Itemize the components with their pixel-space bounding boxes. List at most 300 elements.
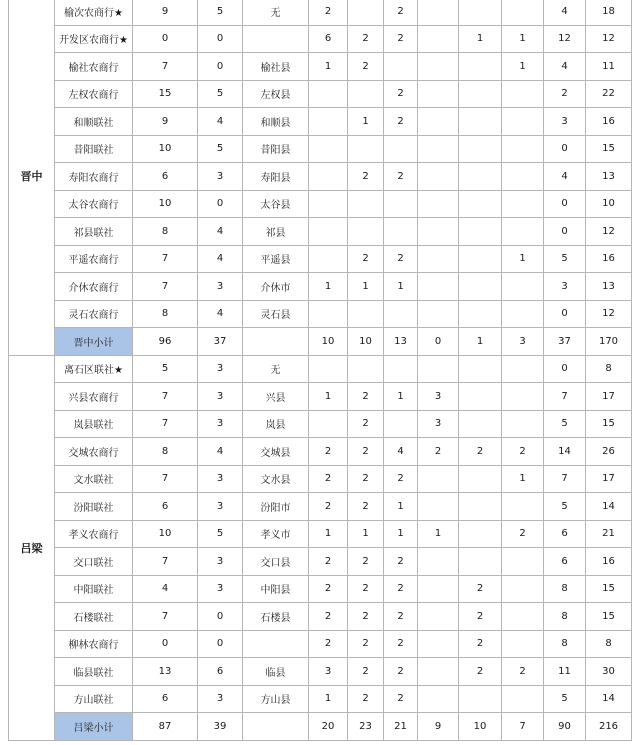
table-row	[9, 603, 632, 631]
institution-name: 方山联社	[55, 685, 133, 713]
table-cell: 5	[198, 80, 243, 108]
institution-name: 交口联社	[55, 548, 133, 576]
table-cell: 1	[502, 25, 544, 53]
table-cell: 13	[586, 273, 632, 301]
table-cell	[384, 355, 418, 383]
subtotal-cell	[243, 328, 309, 356]
table-cell: 灵石县	[243, 300, 309, 328]
table-cell: 1	[309, 53, 348, 81]
table-cell: 孝义市	[243, 520, 309, 548]
table-cell: 7	[133, 53, 198, 81]
table-cell: 4	[198, 218, 243, 246]
table-cell: 0	[544, 355, 586, 383]
table-cell	[418, 658, 459, 686]
table-cell: 7	[544, 383, 586, 411]
table-cell: 14	[586, 685, 632, 713]
table-cell: 7	[133, 603, 198, 631]
table-cell: 2	[384, 630, 418, 658]
institution-name: 中阳联社	[55, 575, 133, 603]
table-cell: 2	[384, 685, 418, 713]
table-cell: 5	[544, 410, 586, 438]
table-cell: 2	[309, 465, 348, 493]
table-cell: 太谷县	[243, 190, 309, 218]
subtotal-row	[9, 713, 632, 741]
table-cell	[502, 273, 544, 301]
table-cell	[309, 108, 348, 136]
table-cell: 2	[348, 548, 384, 576]
table-row	[9, 245, 632, 273]
institution-name: 介休农商行	[55, 273, 133, 301]
table-cell: 10	[133, 520, 198, 548]
table-cell: 4	[198, 108, 243, 136]
table-cell: 无	[243, 0, 309, 25]
table-cell: 8	[544, 603, 586, 631]
table-cell: 2	[459, 603, 502, 631]
table-cell: 2	[384, 658, 418, 686]
table-cell: 14	[544, 438, 586, 466]
table-cell	[502, 630, 544, 658]
table-cell: 0	[544, 190, 586, 218]
table-cell: 5	[544, 685, 586, 713]
table-cell: 3	[198, 685, 243, 713]
table-cell: 0	[544, 135, 586, 163]
table-cell	[459, 53, 502, 81]
table-cell: 2	[544, 80, 586, 108]
table-cell: 4	[198, 245, 243, 273]
table-row	[9, 383, 632, 411]
table-row	[9, 658, 632, 686]
table-cell: 0	[198, 25, 243, 53]
table-cell: 3	[198, 355, 243, 383]
table-cell	[348, 80, 384, 108]
table-cell: 2	[309, 493, 348, 521]
table-cell: 9	[133, 0, 198, 25]
table-cell: 18	[586, 0, 632, 25]
table-cell: 2	[348, 25, 384, 53]
institution-name: 太谷农商行	[55, 190, 133, 218]
table-cell	[459, 218, 502, 246]
table-cell: 祁县	[243, 218, 309, 246]
table-cell	[384, 53, 418, 81]
table-cell: 0	[544, 300, 586, 328]
table-row	[9, 410, 632, 438]
table-cell: 22	[586, 80, 632, 108]
table-cell: 2	[309, 438, 348, 466]
table-cell: 6	[309, 25, 348, 53]
table-cell: 交城县	[243, 438, 309, 466]
table-cell: 临县	[243, 658, 309, 686]
table-cell: 2	[384, 163, 418, 191]
table-cell: 15	[586, 135, 632, 163]
table-cell: 2	[309, 0, 348, 25]
table-cell	[459, 0, 502, 25]
institution-name: 兴县农商行	[55, 383, 133, 411]
table-cell	[418, 25, 459, 53]
table-cell	[502, 355, 544, 383]
table-row	[9, 218, 632, 246]
table-cell: 2	[348, 685, 384, 713]
table-cell	[502, 190, 544, 218]
table-cell: 1	[348, 520, 384, 548]
table-row	[9, 135, 632, 163]
table-cell	[418, 685, 459, 713]
table-row	[9, 685, 632, 713]
table-cell: 石楼县	[243, 603, 309, 631]
institution-name: 祁县联社	[55, 218, 133, 246]
table-cell	[348, 355, 384, 383]
table-cell: 16	[586, 108, 632, 136]
table-cell	[418, 190, 459, 218]
table-cell: 0	[544, 218, 586, 246]
table-cell	[309, 410, 348, 438]
table-row	[9, 520, 632, 548]
table-cell: 汾阳市	[243, 493, 309, 521]
table-cell	[348, 300, 384, 328]
table-cell: 9	[133, 108, 198, 136]
table-cell: 2	[384, 80, 418, 108]
subtotal-label: 吕梁小计	[55, 713, 133, 741]
table-cell: 方山县	[243, 685, 309, 713]
table-cell: 2	[384, 25, 418, 53]
table-cell	[309, 245, 348, 273]
table-cell: 文水县	[243, 465, 309, 493]
table-cell: 6	[133, 163, 198, 191]
table-cell: 4	[544, 0, 586, 25]
table-cell	[348, 135, 384, 163]
subtotal-cell: 7	[502, 713, 544, 741]
table-cell: 15	[586, 410, 632, 438]
table-cell: 3	[544, 108, 586, 136]
table-cell: 2	[459, 630, 502, 658]
table-cell: 8	[133, 438, 198, 466]
institution-name: 灵石农商行	[55, 300, 133, 328]
table-cell: 3	[198, 163, 243, 191]
table-cell: 8	[586, 355, 632, 383]
table-cell: 12	[586, 25, 632, 53]
table-cell: 3	[309, 658, 348, 686]
table-cell: 4	[198, 438, 243, 466]
table-cell: 8	[544, 575, 586, 603]
table-cell: 16	[586, 548, 632, 576]
subtotal-cell: 90	[544, 713, 586, 741]
table-cell: 3	[198, 493, 243, 521]
subtotal-cell	[243, 713, 309, 741]
table-cell	[418, 493, 459, 521]
table-cell	[418, 273, 459, 301]
table-cell: 8	[586, 630, 632, 658]
table-cell	[309, 163, 348, 191]
table-cell: 5	[133, 355, 198, 383]
table-cell	[502, 383, 544, 411]
institution-name: 柳林农商行	[55, 630, 133, 658]
region-label: 晋中	[9, 0, 55, 355]
table-cell: 15	[586, 575, 632, 603]
table-cell: 2	[309, 603, 348, 631]
table-cell: 2	[348, 630, 384, 658]
institution-name: 左权农商行	[55, 80, 133, 108]
table-cell	[384, 218, 418, 246]
table-cell: 2	[348, 658, 384, 686]
table-cell: 16	[586, 245, 632, 273]
table-cell: 2	[384, 603, 418, 631]
table-cell: 11	[586, 53, 632, 81]
table-cell	[384, 190, 418, 218]
table-cell: 3	[198, 548, 243, 576]
table-cell	[459, 300, 502, 328]
subtotal-cell: 21	[384, 713, 418, 741]
table-row	[9, 493, 632, 521]
subtotal-cell: 3	[502, 328, 544, 356]
table-row	[9, 0, 632, 25]
table-cell	[459, 273, 502, 301]
table-cell	[459, 383, 502, 411]
table-cell: 兴县	[243, 383, 309, 411]
table-row	[9, 190, 632, 218]
table-cell	[502, 410, 544, 438]
table-cell	[348, 190, 384, 218]
table-cell: 8	[133, 300, 198, 328]
table-cell: 7	[544, 465, 586, 493]
table-cell: 1	[309, 520, 348, 548]
table-cell: 12	[586, 300, 632, 328]
subtotal-cell: 96	[133, 328, 198, 356]
table-cell	[418, 300, 459, 328]
table-cell	[418, 465, 459, 493]
table-cell: 5	[544, 245, 586, 273]
subtotal-cell: 10	[348, 328, 384, 356]
table-cell: 4	[384, 438, 418, 466]
table-cell: 1	[459, 25, 502, 53]
table-cell	[418, 355, 459, 383]
table-cell: 1	[502, 465, 544, 493]
table-cell: 0	[198, 53, 243, 81]
table-cell	[384, 410, 418, 438]
table-cell: 2	[459, 575, 502, 603]
table-cell: 2	[384, 465, 418, 493]
table-row	[9, 25, 632, 53]
table-cell: 0	[198, 630, 243, 658]
table-cell: 2	[309, 630, 348, 658]
table-cell: 2	[348, 603, 384, 631]
table-cell: 3	[198, 465, 243, 493]
table-cell: 12	[544, 25, 586, 53]
subtotal-cell: 10	[459, 713, 502, 741]
table-cell: 1	[384, 493, 418, 521]
table-cell: 2	[384, 0, 418, 25]
table-cell	[459, 520, 502, 548]
table-cell: 17	[586, 383, 632, 411]
table-cell: 2	[309, 575, 348, 603]
table-cell: 5	[198, 520, 243, 548]
table-cell: 2	[384, 575, 418, 603]
subtotal-cell: 9	[418, 713, 459, 741]
table-cell: 6	[198, 658, 243, 686]
table-cell	[418, 603, 459, 631]
institution-name: 离石区联社★	[55, 355, 133, 383]
table-cell: 3	[418, 383, 459, 411]
institution-name: 昔阳联社	[55, 135, 133, 163]
table-body	[9, 0, 632, 740]
table-cell	[459, 493, 502, 521]
institution-name: 和顺联社	[55, 108, 133, 136]
table-cell	[459, 245, 502, 273]
table-cell: 2	[348, 53, 384, 81]
table-cell: 15	[586, 603, 632, 631]
table-cell	[309, 300, 348, 328]
table-cell: 14	[586, 493, 632, 521]
table-cell: 2	[348, 465, 384, 493]
table-cell	[459, 685, 502, 713]
table-cell	[309, 80, 348, 108]
table-cell: 2	[384, 548, 418, 576]
table-cell: 1	[384, 383, 418, 411]
institution-name: 文水联社	[55, 465, 133, 493]
table-cell: 11	[544, 658, 586, 686]
table-cell: 榆社县	[243, 53, 309, 81]
table-cell: 30	[586, 658, 632, 686]
table-cell: 岚县	[243, 410, 309, 438]
table-cell: 26	[586, 438, 632, 466]
table-cell	[309, 135, 348, 163]
table-cell: 3	[198, 410, 243, 438]
data-table	[8, 0, 632, 741]
table-cell: 6	[544, 548, 586, 576]
table-cell	[309, 218, 348, 246]
table-cell	[418, 135, 459, 163]
subtotal-cell: 0	[418, 328, 459, 356]
table-cell: 4	[544, 163, 586, 191]
table-cell	[384, 135, 418, 163]
table-cell: 4	[133, 575, 198, 603]
table-cell: 1	[384, 520, 418, 548]
table-cell	[459, 163, 502, 191]
region-label: 吕梁	[9, 355, 55, 740]
table-cell: 1	[309, 685, 348, 713]
table-cell	[418, 630, 459, 658]
table-row	[9, 355, 632, 383]
table-row	[9, 163, 632, 191]
table-cell	[384, 300, 418, 328]
table-cell: 10	[586, 190, 632, 218]
table-cell: 2	[348, 383, 384, 411]
table-cell: 2	[384, 108, 418, 136]
institution-name: 平遥农商行	[55, 245, 133, 273]
table-cell: 3	[418, 410, 459, 438]
table-cell: 21	[586, 520, 632, 548]
table-cell: 左权县	[243, 80, 309, 108]
table-cell: 3	[544, 273, 586, 301]
table-row	[9, 53, 632, 81]
institution-name: 开发区农商行★	[55, 25, 133, 53]
table-cell: 3	[198, 575, 243, 603]
subtotal-row	[9, 328, 632, 356]
table-cell	[502, 300, 544, 328]
table-cell: 2	[348, 410, 384, 438]
table-cell: 寿阳县	[243, 163, 309, 191]
table-cell: 13	[586, 163, 632, 191]
table-cell	[418, 108, 459, 136]
table-cell: 7	[133, 273, 198, 301]
table-cell: 2	[502, 520, 544, 548]
table-row	[9, 575, 632, 603]
table-cell: 13	[133, 658, 198, 686]
institution-name: 汾阳联社	[55, 493, 133, 521]
table-cell: 17	[586, 465, 632, 493]
table-row	[9, 438, 632, 466]
table-cell	[459, 135, 502, 163]
table-cell: 2	[459, 438, 502, 466]
table-cell: 介休市	[243, 273, 309, 301]
table-cell	[459, 465, 502, 493]
table-cell: 12	[586, 218, 632, 246]
table-cell	[459, 548, 502, 576]
table-cell: 1	[348, 108, 384, 136]
table-cell	[502, 108, 544, 136]
table-cell: 0	[133, 630, 198, 658]
table-cell: 7	[133, 548, 198, 576]
subtotal-cell: 87	[133, 713, 198, 741]
table-cell: 15	[133, 80, 198, 108]
subtotal-cell: 20	[309, 713, 348, 741]
table-cell: 8	[133, 218, 198, 246]
table-cell	[459, 410, 502, 438]
table-cell	[309, 355, 348, 383]
table-cell	[418, 218, 459, 246]
table-cell: 7	[133, 383, 198, 411]
table-cell: 0	[133, 25, 198, 53]
table-cell: 2	[348, 245, 384, 273]
table-cell: 6	[133, 493, 198, 521]
table-cell: 4	[544, 53, 586, 81]
table-cell	[459, 355, 502, 383]
table-cell: 昔阳县	[243, 135, 309, 163]
table-cell: 1	[502, 53, 544, 81]
table-cell: 0	[198, 190, 243, 218]
table-row	[9, 630, 632, 658]
table-cell: 和顺县	[243, 108, 309, 136]
table-cell: 7	[133, 410, 198, 438]
table-cell: 1	[309, 383, 348, 411]
table-cell: 0	[198, 603, 243, 631]
institution-name: 孝义农商行	[55, 520, 133, 548]
table-cell: 1	[502, 245, 544, 273]
table-cell: 平遥县	[243, 245, 309, 273]
subtotal-cell: 39	[198, 713, 243, 741]
table-cell	[418, 80, 459, 108]
table-cell	[502, 575, 544, 603]
table-cell: 10	[133, 190, 198, 218]
table-cell: 3	[198, 383, 243, 411]
subtotal-cell: 13	[384, 328, 418, 356]
subtotal-cell: 37	[198, 328, 243, 356]
table-cell: 2	[502, 658, 544, 686]
table-cell: 中阳县	[243, 575, 309, 603]
table-cell	[418, 548, 459, 576]
table-cell: 2	[348, 575, 384, 603]
table-cell	[309, 190, 348, 218]
table-cell: 7	[133, 245, 198, 273]
table-cell	[418, 0, 459, 25]
subtotal-cell: 216	[586, 713, 632, 741]
institution-name: 临县联社	[55, 658, 133, 686]
table-cell: 6	[133, 685, 198, 713]
table-cell: 3	[198, 273, 243, 301]
table-cell	[418, 163, 459, 191]
table-cell: 2	[459, 658, 502, 686]
table-row	[9, 465, 632, 493]
table-cell: 2	[502, 438, 544, 466]
table-cell	[418, 53, 459, 81]
